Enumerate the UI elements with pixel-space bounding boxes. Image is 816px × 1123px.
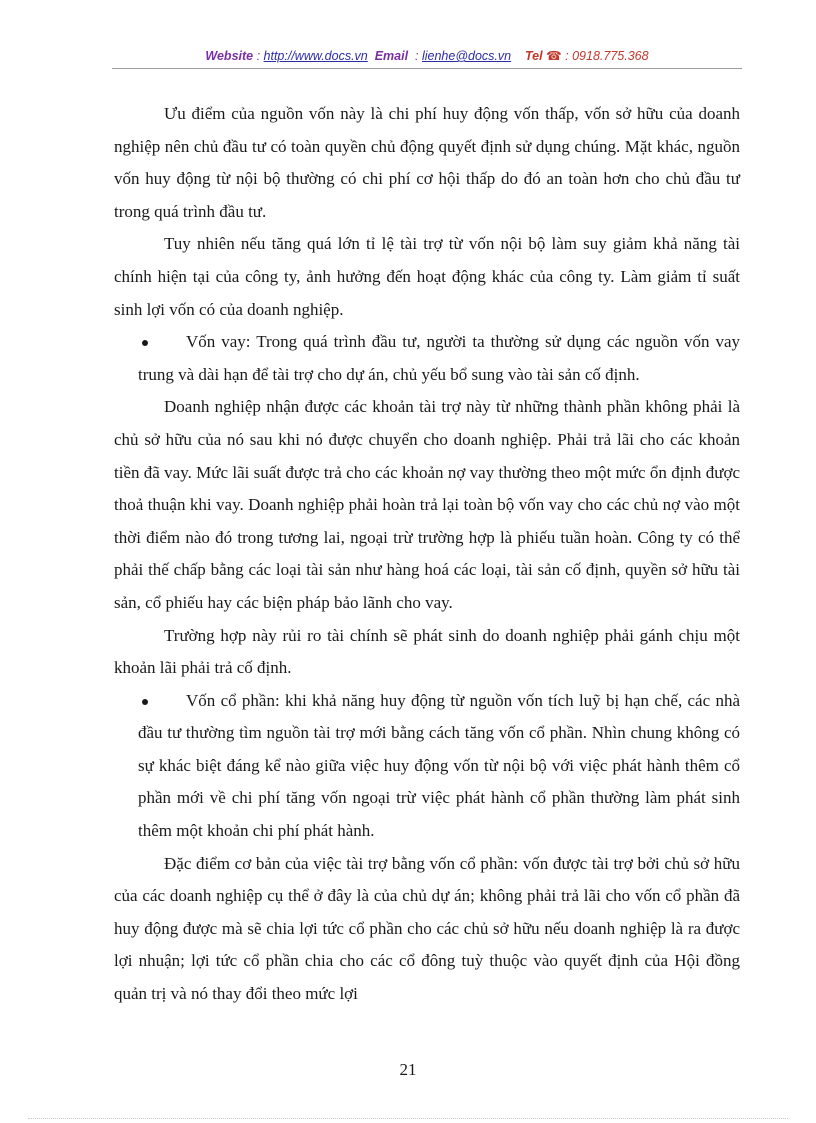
- footer-dotted-line: [28, 1118, 788, 1119]
- website-colon: :: [253, 49, 264, 63]
- tel-label: Tel: [525, 49, 543, 63]
- email-colon: :: [411, 49, 422, 63]
- website-link[interactable]: http://www.docs.vn: [263, 49, 368, 63]
- phone-icon: ☎: [546, 49, 562, 63]
- phone-number: : 0918.775.368: [561, 49, 649, 63]
- bullet-item-von-co-phan: [114, 685, 740, 848]
- paragraph-4: Trường hợp này rủi ro tài chính sẽ phát sinh do doanh nghiệp phải gánh chịu một khoản lãi phải trả cố định.: [114, 625, 740, 678]
- page-header: [112, 46, 742, 66]
- paragraph-5: Đặc điểm cơ bản của việc tài trợ bằng vốn cổ phần: vốn được tài trợ bởi chủ sở hữu của các doanh nghiệp cụ thể ở đây là của chủ dự án; không phải trả lãi cho vốn cổ phần đã huy động được mà sẽ chia lợi tức cổ phần cho các chủ sở hữu nếu doanh nghiệp là ra được lợi nhuận; lợi tức cổ phần chia cho các cổ đông tuỳ thuộc vào quyết định của Hội đồng quản trị và nó thay đổi theo mức lợi: [114, 853, 740, 1004]
- bullet-item-von-vay: [114, 326, 740, 391]
- bullet-icon: [142, 699, 148, 705]
- paragraph-2: Tuy nhiên nếu tăng quá lớn tỉ lệ tài trợ từ vốn nội bộ làm suy giảm khả năng tài chính hiện tại của công ty, ảnh hưởng đến hoạt động khác của công ty. Làm giảm tỉ suất sinh lợi vốn có của doanh nghiệp.: [114, 234, 740, 319]
- email-label: Email: [374, 49, 409, 63]
- header-divider: [112, 68, 742, 69]
- bullet-text-von-co-phan: Vốn cổ phần: khi khả năng huy động từ nguồn vốn tích luỹ bị hạn chế, các nhà đầu tư thường tìm nguồn tài trợ mới bằng cách tăng vốn cổ phần. Nhìn chung không có sự khác biệt đáng kể nào giữa việc huy động vốn từ nội bộ với việc phát hành thêm cổ phần mới về chi phí tăng vốn ngoại trừ việc phát hành cổ phần thường làm phát sinh thêm một khoản chi phí phát hành.: [138, 690, 740, 841]
- email-link[interactable]: lienhe@docs.vn: [421, 49, 512, 63]
- bullet-text-von-vay: Vốn vay: Trong quá trình đầu tư, người ta thường sử dụng các nguồn vốn vay trung và dài hạn để tài trợ cho dự án, chủ yếu bổ sung vào tài sản cố định.: [138, 332, 740, 384]
- page-number: 21: [399, 1060, 417, 1079]
- paragraph-3: Doanh nghiệp nhận được các khoản tài trợ này từ những thành phần không phải là chủ sở hữu của nó sau khi nó được chuyển cho doanh nghiệp. Phải trả lãi cho các khoản tiền đã vay. Mức lãi suất được trả cho các khoản nợ vay thường theo một mức ổn định được thoả thuận khi vay. Doanh nghiệp phải hoàn trả lại toàn bộ vốn vay cho các chủ nợ vào một thời điểm nào đó trong tương lai, ngoại trừ trường hợp là phiếu tuần hoàn. Công ty có thể phải thế chấp bằng các loại tài sản như hàng hoá các loại, tài sản cố định, quyền sở hữu tài sản, cổ phiếu hay các biện pháp bảo lãnh cho vay.: [114, 397, 740, 612]
- website-label: Website: [205, 49, 254, 63]
- paragraph-1: Ưu điểm của nguồn vốn này là chi phí huy động vốn thấp, vốn sở hữu của doanh nghiệp nên chủ đầu tư có toàn quyền chủ động quyết định sử dụng chúng. Mặt khác, nguồn vốn huy động từ nội bộ thường có chi phí cơ hội thấp do đó an toàn hơn cho chủ đầu tư trong quá trình đầu tư.: [114, 104, 740, 221]
- document-body: [114, 98, 740, 1011]
